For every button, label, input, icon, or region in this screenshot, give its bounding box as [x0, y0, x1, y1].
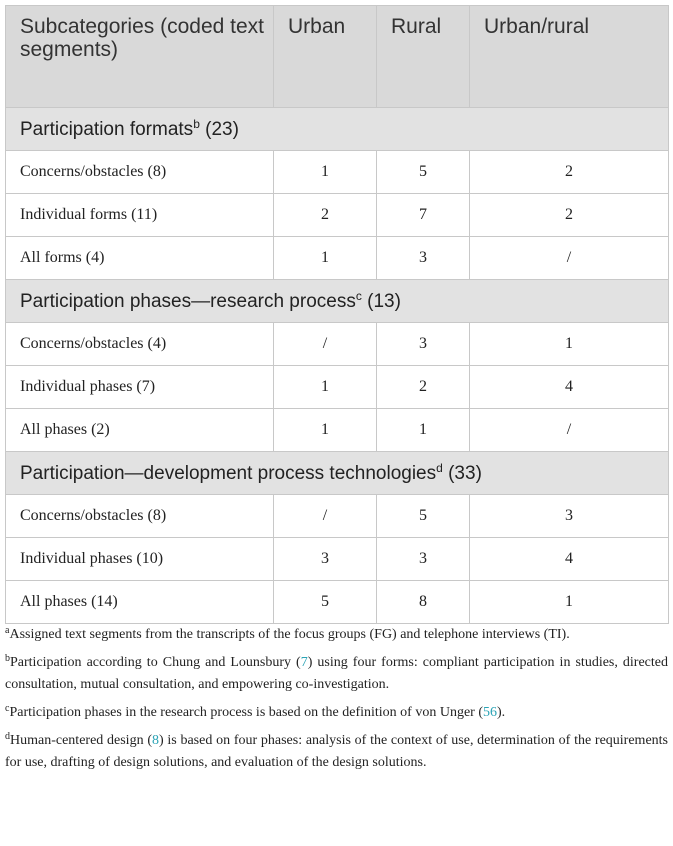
rural-cell: 8	[377, 581, 470, 624]
row-label: Concerns/obstacles (8)	[6, 151, 274, 194]
table-row	[6, 409, 669, 452]
results-table	[5, 5, 669, 624]
reference-link-8[interactable]: 8	[151, 733, 159, 748]
footnote-text-tail: ) is based on four phases: analysis of the context of use, determination of the requirements for use, drafting of design solutions, and evaluation of the design solutions.	[5, 733, 668, 770]
urban-cell: 5	[274, 581, 377, 624]
section-title-cell	[6, 108, 669, 151]
urban-cell: 3	[274, 538, 377, 581]
table-row	[6, 237, 669, 280]
table-row	[6, 151, 669, 194]
footnotes	[5, 620, 668, 776]
urban-rural-cell: /	[470, 237, 669, 280]
footnote-mark: c	[5, 703, 10, 714]
urban-cell: /	[274, 323, 377, 366]
rural-cell: 2	[377, 366, 470, 409]
row-label: Individual forms (11)	[6, 194, 274, 237]
section-title: Participation—development process technologies	[20, 463, 437, 484]
table-row	[6, 194, 669, 237]
table-row	[6, 323, 669, 366]
footnote-marker: c	[355, 289, 362, 303]
rural-cell: 5	[377, 151, 470, 194]
row-label: Individual phases (10)	[6, 538, 274, 581]
urban-rural-cell: 2	[470, 151, 669, 194]
urban-cell: 1	[274, 409, 377, 452]
urban-rural-cell: 3	[470, 495, 669, 538]
section-title: Participation formats	[20, 119, 194, 140]
row-label: All phases (2)	[6, 409, 274, 452]
footnote-mark: b	[5, 653, 10, 664]
section-row-development-process	[6, 452, 669, 495]
table-row	[6, 366, 669, 409]
row-label: Concerns/obstacles (8)	[6, 495, 274, 538]
rural-cell: 5	[377, 495, 470, 538]
row-label: All phases (14)	[6, 581, 274, 624]
footnote-a	[5, 620, 668, 646]
rural-cell: 3	[377, 237, 470, 280]
table-row	[6, 538, 669, 581]
footnote-b	[5, 648, 668, 696]
footnote-marker: d	[436, 461, 443, 475]
urban-cell: 1	[274, 151, 377, 194]
urban-cell: 2	[274, 194, 377, 237]
rural-cell: 3	[377, 538, 470, 581]
rural-cell: 3	[377, 323, 470, 366]
section-count: (33)	[442, 463, 482, 484]
row-label: Concerns/obstacles (4)	[6, 323, 274, 366]
urban-cell: /	[274, 495, 377, 538]
section-count: (23)	[199, 119, 239, 140]
footnote-text-tail: ) using four forms: compliant participation in studies, directed consultation, mutual consultation, and empowering co-investigation.	[5, 655, 668, 692]
reference-link-56[interactable]: 56	[483, 705, 497, 720]
header-urban: Urban	[274, 6, 377, 108]
footnote-marker: b	[193, 117, 200, 131]
urban-rural-cell: /	[470, 409, 669, 452]
section-row-participation-formats	[6, 108, 669, 151]
header-urban-rural: Urban/rural	[470, 6, 669, 108]
section-count: (13)	[361, 291, 401, 312]
footnote-text: Assigned text segments from the transcripts of the focus groups (FG) and telephone interviews (TI).	[9, 627, 570, 642]
row-label: All forms (4)	[6, 237, 274, 280]
section-row-participation-phases	[6, 280, 669, 323]
urban-cell: 1	[274, 237, 377, 280]
rural-cell: 1	[377, 409, 470, 452]
table-row	[6, 495, 669, 538]
urban-rural-cell: 4	[470, 538, 669, 581]
row-label: Individual phases (7)	[6, 366, 274, 409]
footnote-text: Participation phases in the research process is based on the definition of von Unger (	[9, 705, 483, 720]
urban-cell: 1	[274, 366, 377, 409]
section-title: Participation phases—research process	[20, 291, 356, 312]
table-row	[6, 581, 669, 624]
section-title-cell	[6, 452, 669, 495]
footnote-mark: d	[5, 731, 10, 742]
footnote-mark: a	[5, 625, 10, 636]
footnote-c	[5, 698, 668, 724]
urban-rural-cell: 2	[470, 194, 669, 237]
footnote-text: Participation according to Chung and Lounsbury (	[10, 655, 301, 670]
footnote-text: Human-centered design (	[10, 733, 152, 748]
rural-cell: 7	[377, 194, 470, 237]
header-rural: Rural	[377, 6, 470, 108]
section-title-cell	[6, 280, 669, 323]
urban-rural-cell: 4	[470, 366, 669, 409]
urban-rural-cell: 1	[470, 581, 669, 624]
footnote-text-tail: ).	[497, 705, 506, 720]
urban-rural-cell: 1	[470, 323, 669, 366]
table-header-row	[6, 6, 669, 108]
footnote-d	[5, 726, 668, 774]
header-subcategories: Subcategories (coded text segments)	[6, 6, 274, 108]
reference-link-7[interactable]: 7	[300, 655, 308, 670]
